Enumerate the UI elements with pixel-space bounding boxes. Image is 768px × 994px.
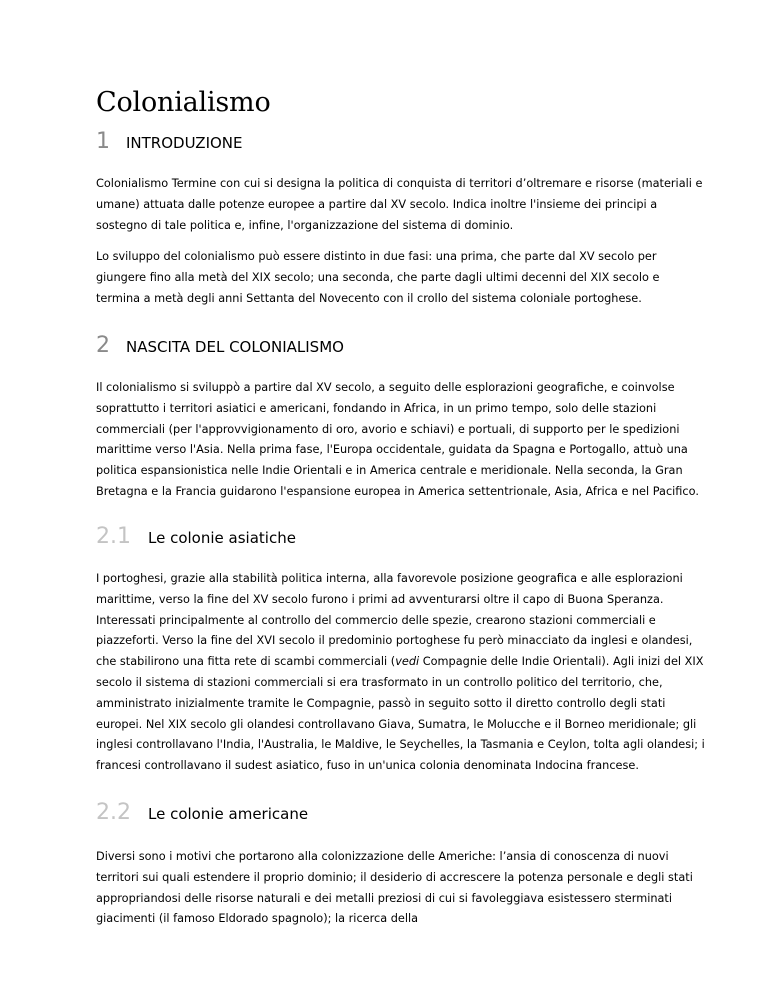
- paragraph: Colonialismo Termine con cui si designa la politica di conquista di territori d’oltremare e risorse (materiali e umane) attuata dalle potenze europee a partire dal XV secolo. Indica inoltre l'insieme dei principi a sostegno di tale politica e, infine, l'organizzazione del sistema di dominio.: [96, 177, 703, 232]
- paragraph-text-after-reference: Compagnie delle Indie Orientali). Agli inizi del XIX secolo il sistema di stazioni commerciali si era trasformato in un controllo politico del territorio, che, amministrato inizialmente tramite le Compagnie, passò in seguito sotto il diretto controllo degli stati europei. Nel XIX secolo gli olandesi controllavano Giava, Sumatra, le Molucche e il Borneo meridionale; gli inglesi controllavano l'India, l'Australia, le Maldive, le Seychelles, la Tasmania e Ceylon, tolta agli olandesi; i francesi controllavano il sudest asiatico, fuso in un'unica colonia denominata Indocina francese.: [96, 655, 705, 773]
- document-title: Colonialismo: [96, 87, 271, 118]
- section-number: 1: [96, 129, 110, 154]
- subsection-heading-colonie-americane: [96, 800, 308, 825]
- section-title: NASCITA DEL COLONIALISMO: [126, 338, 344, 356]
- paragraph-text-before-reference: I portoghesi, grazie alla stabilità politica interna, alla favorevole posizione geografica e alle esplorazioni marittime, verso la fine del XV secolo furono i primi ad avventurarsi oltre il capo di Buona Speranza. Interessati principalmente al controllo del commercio delle spezie, crearono stazioni commerciali e piazzeforti. Verso la fine del XVI secolo il predominio portoghese fu però minacciato da inglesi e olandesi, che stabilirono una fitta rete di scambi commerciali (: [96, 572, 693, 669]
- subsection-number: 2.1: [96, 524, 131, 549]
- subsection-title: Le colonie americane: [148, 805, 309, 823]
- paragraph: [96, 569, 706, 777]
- paragraph: Lo sviluppo del colonialismo può essere distinto in due fasi: una prima, che parte dal XV secolo per giungere fino alla metà del XIX secolo; una seconda, che parte dagli ultimi decenni del XIX secolo e termina a metà degli anni Settanta del Novecento con il crollo del sistema coloniale portoghese.: [96, 250, 660, 305]
- paragraph: Il colonialismo si sviluppò a partire dal XV secolo, a seguito delle esplorazioni geografiche, e coinvolse soprattutto i territori asiatici e americani, fondando in Africa, in un primo tempo, solo delle stazioni commerciali (per l'approvvigionamento di oro, avorio e schiavi) e portuali, di supporto per le spedizioni marittime verso l'Asia. Nella prima fase, l'Europa occidentale, guidata da Spagna e Portogallo, attuò una politica espansionistica nelle Indie Orientali e in America centrale e meridionale. Nella seconda, la Gran Bretagna e la Francia guidarono l'espansione europea in America settentrionale, Asia, Africa e nel Pacifico.: [96, 381, 699, 498]
- cross-reference-link[interactable]: vedi: [395, 655, 420, 669]
- subsection-title: Le colonie asiatiche: [148, 529, 296, 547]
- section-heading-introduzione: [96, 129, 243, 154]
- subsection-heading-colonie-asiatiche: [96, 524, 296, 549]
- paragraph: Diversi sono i motivi che portarono alla colonizzazione delle Americhe: l’ansia di conoscenza di nuovi territori sui quali estendere il proprio dominio; il desiderio di accrescere la potenza personale e degli stati appropriandosi delle risorse naturali e dei metalli preziosi di cui si favoleggiava esistessero sterminati giacimenti (il famoso Eldorado spagnolo); la ricerca della: [96, 850, 693, 926]
- section-heading-nascita: [96, 333, 344, 358]
- subsection-number: 2.2: [96, 800, 131, 825]
- section-number: 2: [96, 333, 110, 358]
- section-title: INTRODUZIONE: [126, 134, 243, 152]
